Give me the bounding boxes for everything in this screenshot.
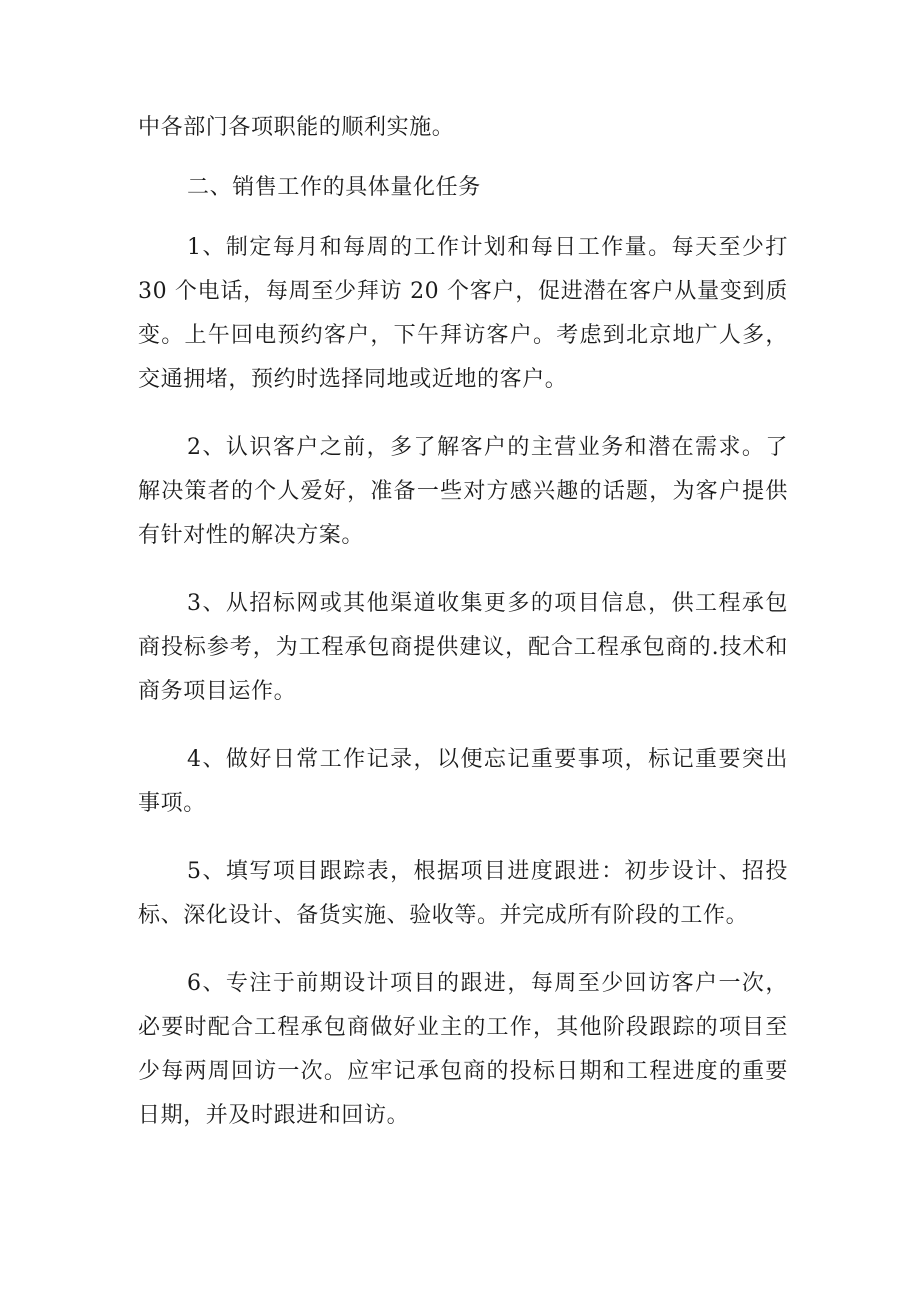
list-item: 6、专注于前期设计项目的跟进，每周至少回访客户一次，必要时配合工程承包商做好业主的工作，其他阶段跟踪的项目至少每两周回访一次。应牢记承包商的投标日期和工程进度的重要日期，并及时跟进和回访。 [138, 971, 788, 1128]
continuation-paragraph: 中各部门各项职能的顺利实施。 [138, 115, 455, 140]
list-item: 2、认识客户之前，多了解客户的主营业务和潜在需求。了解决策者的个人爱好，准备一些对方感兴趣的话题，为客户提供有针对性的解决方案。 [138, 435, 788, 548]
list-item: 5、填写项目跟踪表，根据项目进度跟进：初步设计、招投标、深化设计、备货实施、验收等。并完成所有阶段的工作。 [138, 859, 788, 928]
list-item: 1、制定每月和每周的工作计划和每日工作量。每天至少打 30 个电话，每周至少拜访 20 个客户，促进潜在客户从量变到质变。上午回电预约客户，下午拜访客户。考虑到北京地广人多，交通拥堵，预约时选择同地或近地的客户。 [138, 235, 788, 392]
section-heading: 二、销售工作的具体量化任务 [187, 175, 481, 200]
document-body [138, 106, 788, 1138]
list-item: 3、从招标网或其他渠道收集更多的项目信息，供工程承包商投标参考，为工程承包商提供建议，配合工程承包商的.技术和商务项目运作。 [138, 591, 788, 704]
list-item: 4、做好日常工作记录，以便忘记重要事项，标记重要突出事项。 [138, 747, 788, 816]
